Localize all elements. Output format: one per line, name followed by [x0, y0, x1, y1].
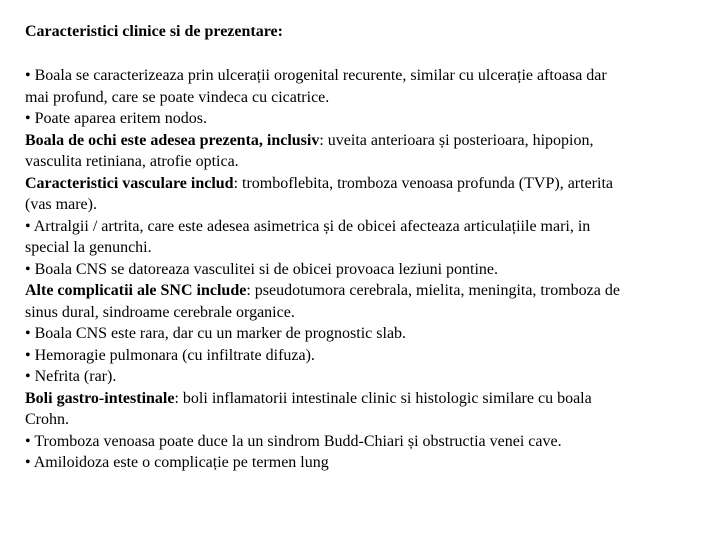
line-text: : uveita anterioara și posterioara, hipopion,: [319, 131, 594, 149]
line-text: • Tromboza venoasa poate duce la un sindrom Budd-Chiari și obstructia venei cave.: [25, 432, 562, 450]
line-text: • Boala se caracterizeaza prin ulcerații orogenital recurente, similar cu ulcerație aftoasa dar: [25, 67, 607, 84]
line-text: • Poate aparea eritem nodos.: [25, 110, 207, 127]
text-line: [25, 108, 700, 130]
bold-lead: Boli gastro-intestinale: [25, 389, 175, 407]
text-line: [25, 87, 700, 109]
line-text: : tromboflebita, tromboza venoasa profunda (TVP), arterita: [233, 174, 613, 192]
text-line: [25, 130, 700, 152]
text-line: [25, 259, 700, 281]
bold-lead: Alte complicatii ale SNC include: [25, 282, 247, 299]
line-text: (vas mare).: [25, 196, 97, 213]
text-line: [25, 302, 700, 324]
line-text: : boli inflamatorii intestinale clinic si histologic similare cu boala: [174, 389, 592, 407]
text-line: [25, 431, 700, 453]
text-line: [25, 280, 700, 302]
text-line: [25, 194, 700, 216]
bold-lead: Caracteristici vasculare includ: [25, 174, 234, 192]
line-text: • Artralgii / artrita, care este adesea asimetrica și de obicei afecteaza articulațiile mari, in: [25, 217, 591, 235]
line-text: mai profund, care se poate vindeca cu cicatrice.: [25, 88, 330, 106]
text-line: [25, 388, 700, 410]
line-text: • Boala CNS se datoreaza vasculitei si de obicei provoaca leziuni pontine.: [25, 260, 498, 278]
line-text: Crohn.: [25, 411, 69, 428]
text-line: [25, 216, 700, 238]
text-line: [25, 345, 700, 367]
line-text: : pseudotumora cerebrala, mielita, meningita, tromboza de: [246, 282, 620, 299]
line-text: special la genunchi.: [25, 239, 152, 256]
text-line: [25, 366, 700, 388]
line-text: • Nefrita (rar).: [25, 368, 117, 385]
text-line: [25, 237, 700, 259]
text-line: [25, 323, 700, 345]
line-text: sinus dural, sindroame cerebrale organice.: [25, 303, 295, 321]
text-line: [25, 452, 700, 474]
text-line: [25, 151, 700, 173]
line-text: • Hemoragie pulmonara (cu infiltrate difuza).: [25, 346, 315, 364]
slide-title: Caracteristici clinice si de prezentare:: [25, 23, 283, 40]
line-text: • Amiloidoza este o complicație pe termen lung: [25, 454, 329, 471]
text-line: [25, 409, 700, 431]
text-line: [25, 173, 700, 195]
bold-lead: Boala de ochi este adesea prezenta, inclusiv: [25, 131, 320, 149]
slide-content: [25, 65, 700, 474]
line-text: vasculita retiniana, atrofie optica.: [25, 153, 239, 170]
line-text: • Boala CNS este rara, dar cu un marker de prognostic slab.: [25, 325, 407, 342]
text-line: [25, 65, 700, 87]
